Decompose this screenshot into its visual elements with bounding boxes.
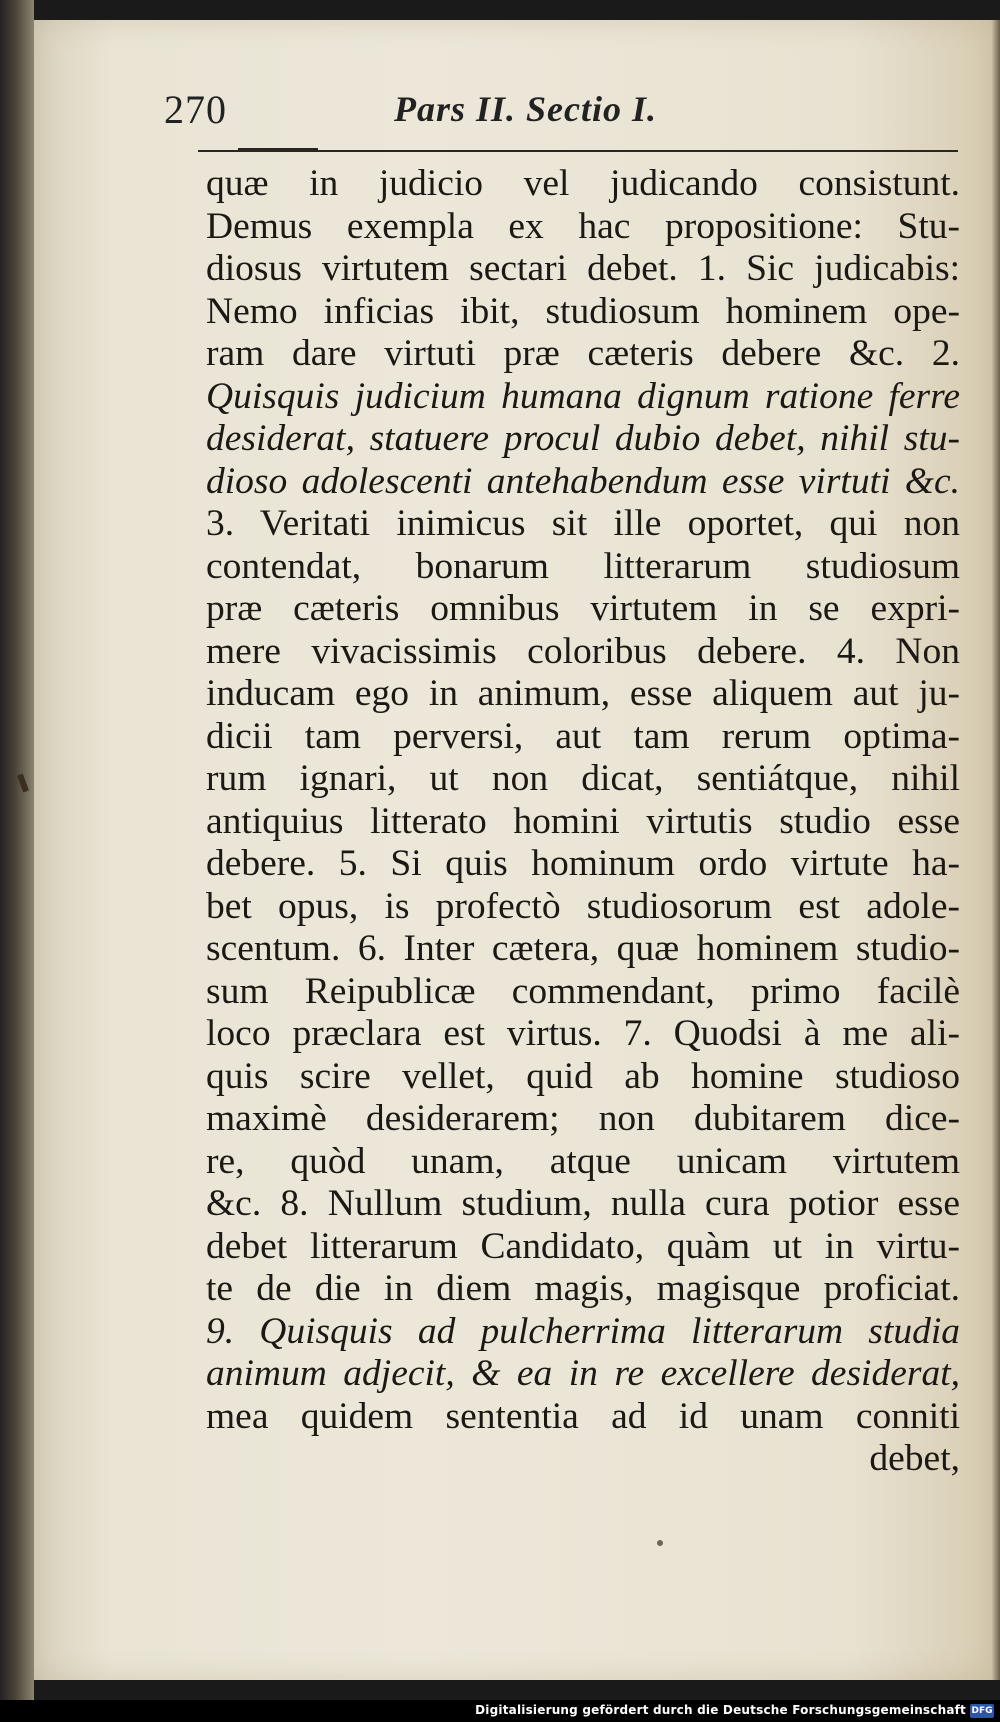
running-head: Pars II. Sectio I. xyxy=(394,89,658,129)
body-text xyxy=(206,163,960,1481)
digitization-footer xyxy=(0,1700,1000,1722)
page-number: 270 xyxy=(164,87,227,132)
text-line: dicii tam perversi, aut tam rerum optima- xyxy=(206,715,960,757)
text-line: debet litterarum Candidato, quàm ut in virtu- xyxy=(206,1225,960,1267)
book-spine-edge xyxy=(0,0,34,1700)
text-line: quæ in judicio vel judicando consistunt. xyxy=(206,163,960,204)
text-line: animum adjecit, & ea in re excellere desiderat, xyxy=(206,1353,960,1394)
text-line: desiderat, statuere procul dubio debet, nihil stu- xyxy=(206,418,960,459)
text-line: maximè desiderarem; non dubitarem dice- xyxy=(206,1098,960,1139)
text-line: Quisquis judicium humana dignum ratione ferre xyxy=(206,375,960,417)
text-line: Demus exempla ex hac propositione: Stu- xyxy=(206,205,960,247)
text-line: 9. Quisquis ad pulcherrima litterarum studia xyxy=(206,1310,960,1352)
text-line: Nemo inficias ibit, studiosum hominem ope- xyxy=(206,290,960,332)
text-line-catchword: debet, xyxy=(869,1438,960,1479)
text-line: antiquius litterato homini virtutis studio esse xyxy=(206,800,960,842)
header-rule xyxy=(198,150,958,152)
text-line: quis scire vellet, quid ab homine studioso xyxy=(206,1055,960,1097)
text-line: scentum. 6. Inter cætera, quæ hominem studio- xyxy=(206,928,960,969)
ink-speck xyxy=(657,1540,663,1546)
text-line: mere vivacissimis coloribus debere. 4. Non xyxy=(206,630,960,672)
text-line: loco præclara est virtus. 7. Quodsi à me ali- xyxy=(206,1013,960,1054)
text-line: debere. 5. Si quis hominum ordo virtute ha- xyxy=(206,843,960,884)
text-line: ram dare virtuti præ cæteris debere &c. 2. xyxy=(206,333,960,374)
text-line: contendat, bonarum litterarum studiosum xyxy=(206,545,960,587)
dfg-logo-icon: DFG xyxy=(971,1706,993,1716)
text-line: te de die in diem magis, magisque proficiat. xyxy=(206,1268,960,1309)
page-fore-edge xyxy=(992,20,1000,1680)
text-line: dioso adolescenti antehabendum esse virtuti &c. xyxy=(206,460,960,502)
text-line: re, quòd unam, atque unicam virtutem xyxy=(206,1140,960,1182)
text-line: præ cæteris omnibus virtutem in se expri- xyxy=(206,588,960,629)
page-header xyxy=(164,86,954,136)
text-line: 3. Veritati inimicus sit ille oportet, qui non xyxy=(206,503,960,544)
text-line: bet opus, is profectò studiosorum est adole- xyxy=(206,885,960,927)
footer-credit: Digitalisierung gefördert durch die Deutsche Forschungsgemeinschaft xyxy=(475,1703,966,1717)
text-line: sum Reipublicæ commendant, primo facilè xyxy=(206,970,960,1012)
text-line: &c. 8. Nullum studium, nulla cura potior esse xyxy=(206,1183,960,1224)
text-line: diosus virtutem sectari debet. 1. Sic judicabis: xyxy=(206,248,960,289)
text-line: mea quidem sententia ad id unam conniti xyxy=(206,1395,960,1437)
text-line: inducam ego in animum, esse aliquem aut ju- xyxy=(206,673,960,714)
text-line: rum ignari, ut non dicat, sentiátque, nihil xyxy=(206,758,960,799)
